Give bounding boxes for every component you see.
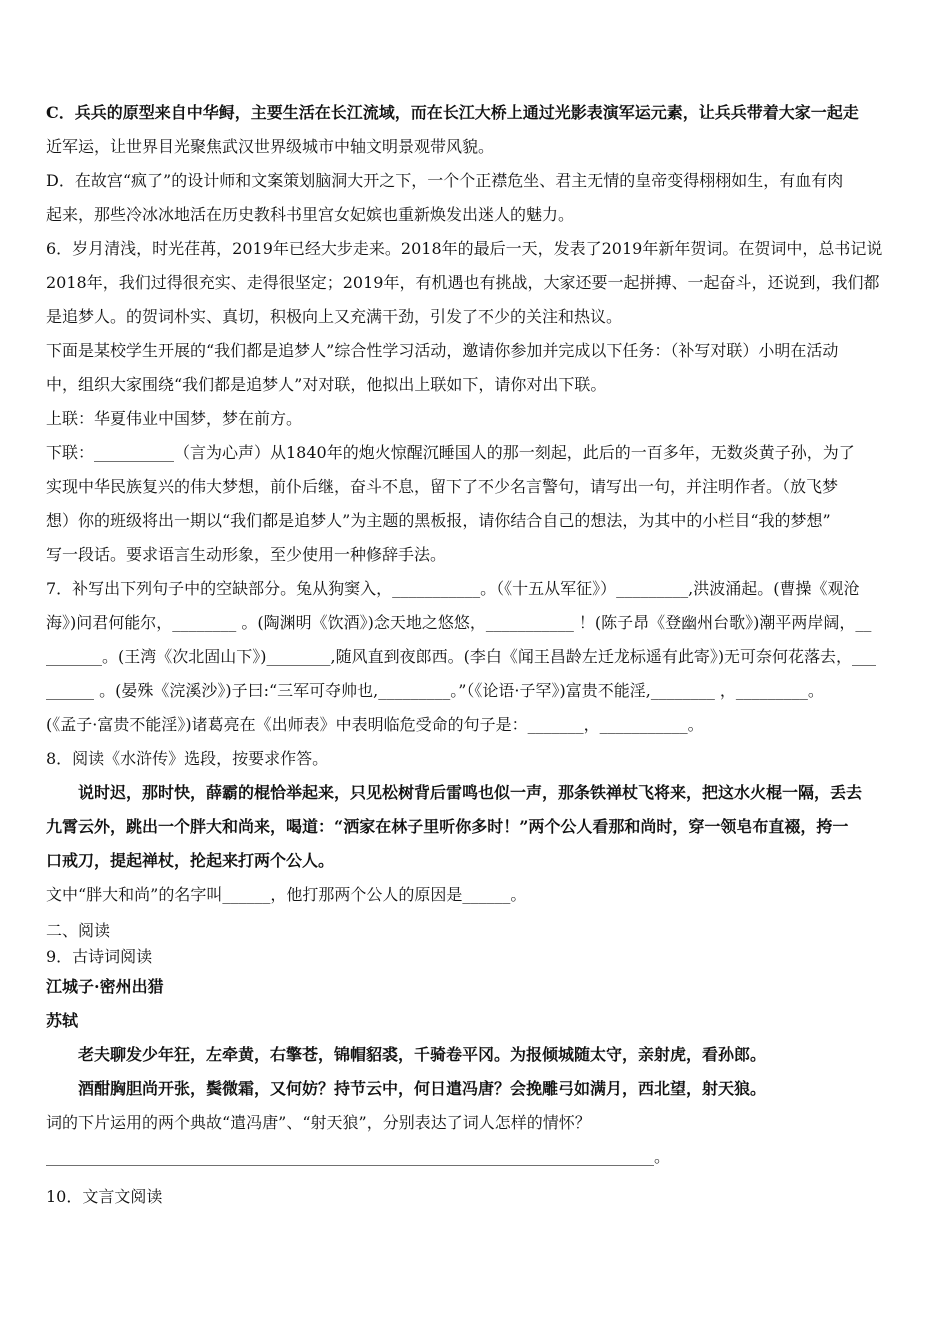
question-6-line-4: 下面是某校学生开展的“我们都是追梦人”综合性学习活动，邀请你参加并完成以下任务：（补写对联）小明在活动 [46, 341, 839, 360]
question-7-line-4: ______ 。(晏殊《浣溪沙》)子曰:“三军可夺帅也,_________。”（《论语·子罕》)富贵不能淫,________ ，_________。 [46, 681, 824, 700]
question-6-lower-couplet: 下联：__________（言为心声）从1840年的炮火惊醒沉睡国人的那一刻起，此后的一百多年，无数炎黄子孙，为了 [46, 443, 855, 462]
option-d-line-1: D．在故宫“疯了”的设计师和文案策划脑洞大开之下，一个个正襟危坐、君主无情的皇帝变得栩栩如生，有血有肉 [46, 171, 844, 190]
question-6-line-3: 是追梦人。的贺词朴实、真切，积极向上又充满干劲，引发了不少的关注和热议。 [46, 307, 623, 326]
option-d-line-2: 起来，那些冷冰冰地活在历史教科书里宫女妃嫔也重新焕发出迷人的魅力。 [46, 205, 575, 224]
poem-stanza-2: 酒酣胸胆尚开张，鬓微霜，又何妨？持节云中，何日遣冯唐？会挽雕弓如满月，西北望，射天狼。 [78, 1079, 767, 1098]
option-c-line-1 [46, 96, 912, 130]
question-8-passage-line-2: 九霄云外，跳出一个胖大和尚来，喝道：“洒家在林子里听你多时！”两个公人看那和尚时，穿一领皂布直裰，挎一 [46, 817, 849, 836]
question-8-title: 8．阅读《水浒传》选段，按要求作答。 [46, 749, 329, 768]
question-10-title: 10．文言文阅读 [46, 1187, 163, 1206]
question-6-line-8: 实现中华民族复兴的伟大梦想，前仆后继，奋斗不息，留下了不少名言警句，请写出一句，并注明作者。（放飞梦 [46, 477, 839, 496]
question-8-passage-line-1: 说时迟，那时快，薛霸的棍恰举起来，只见松树背后雷鸣也似一声，那条铁禅杖飞将来，把这水火棍一隔，丢去 [78, 783, 863, 802]
question-9-prompt: 词的下片运用的两个典故“遣冯唐”、“射天狼”，分别表达了词人怎样的情怀？ [46, 1113, 591, 1132]
poem-title: 江城子·密州出猎 [46, 977, 164, 996]
question-7-line-1: 7．补写出下列句子中的空缺部分。兔从狗窦入，___________。（《十五从军征》）_________,洪波涌起。(曹操《观沧 [46, 579, 860, 598]
question-7-line-2: 海》)问君何能尔，________ 。(陶渊明《饮酒》)念天地之悠悠，___________ ！(陈子昂《登幽州台歌》)潮平两岸阔，__ [46, 613, 872, 632]
question-8-prompt: 文中“胖大和尚”的名字叫______，他打那两个公人的原因是______。 [46, 885, 527, 904]
question-6-line-10: 写一段话。要求语言生动形象，至少使用一种修辞手法。 [46, 545, 447, 564]
poem-stanza-1: 老夫聊发少年狂，左牵黄，右擎苍，锦帽貂裘，千骑卷平冈。为报倾城随太守，亲射虎，看孙郎。 [78, 1045, 767, 1064]
question-6-line-1: 6．岁月清浅，时光荏苒，2019年已经大步走来。2018年的最后一天，发表了2019年新年贺词。在贺词中，总书记说 [46, 239, 883, 258]
question-9-answer-line: ____________________________________________________________________________。 [46, 1147, 670, 1166]
option-c-line-2: 近军运，让世界目光聚焦武汉世界级城市中轴文明景观带风貌。 [46, 137, 495, 156]
question-7-line-5: (《孟子·富贵不能淫》)诸葛亮在《出师表》中表明临危受命的句子是：_______，___________。 [46, 715, 704, 734]
option-c: C．兵兵的原型来自中华鲟，主要生活在长江流域，而在长江大桥上通过光影表演军运元素，让兵兵带着大家一起走 [46, 103, 859, 122]
question-6-upper-couplet: 上联：华夏伟业中国梦，梦在前方。 [46, 409, 303, 428]
document-page [46, 96, 912, 1214]
question-6-line-9: 想）你的班级将出一期以“我们都是追梦人”为主题的黑板报，请你结合自己的想法，为其中的小栏目“我的梦想” [46, 511, 831, 530]
question-6-line-5: 中，组织大家围绕“我们都是追梦人”对对联，他拟出上联如下，请你对出下联。 [46, 375, 607, 394]
question-7-line-3: _______。(王湾《次北固山下》)________,随风直到夜郎西。(李白《闻王昌龄左迁龙标遥有此寄》)无可奈何花落去，___ [46, 647, 877, 666]
section-2-title: 二、阅读 [46, 921, 111, 940]
question-6-line-2: 2018年，我们过得很充实、走得很坚定；2019年，有机遇也有挑战，大家还要一起拼搏、一起奋斗，还说到，我们都 [46, 273, 880, 292]
question-8-passage-line-3: 口戒刀，提起禅杖，抡起来打两个公人。 [46, 851, 335, 870]
poem-author: 苏轼 [46, 1011, 79, 1030]
question-9-title: 9．古诗词阅读 [46, 947, 153, 966]
